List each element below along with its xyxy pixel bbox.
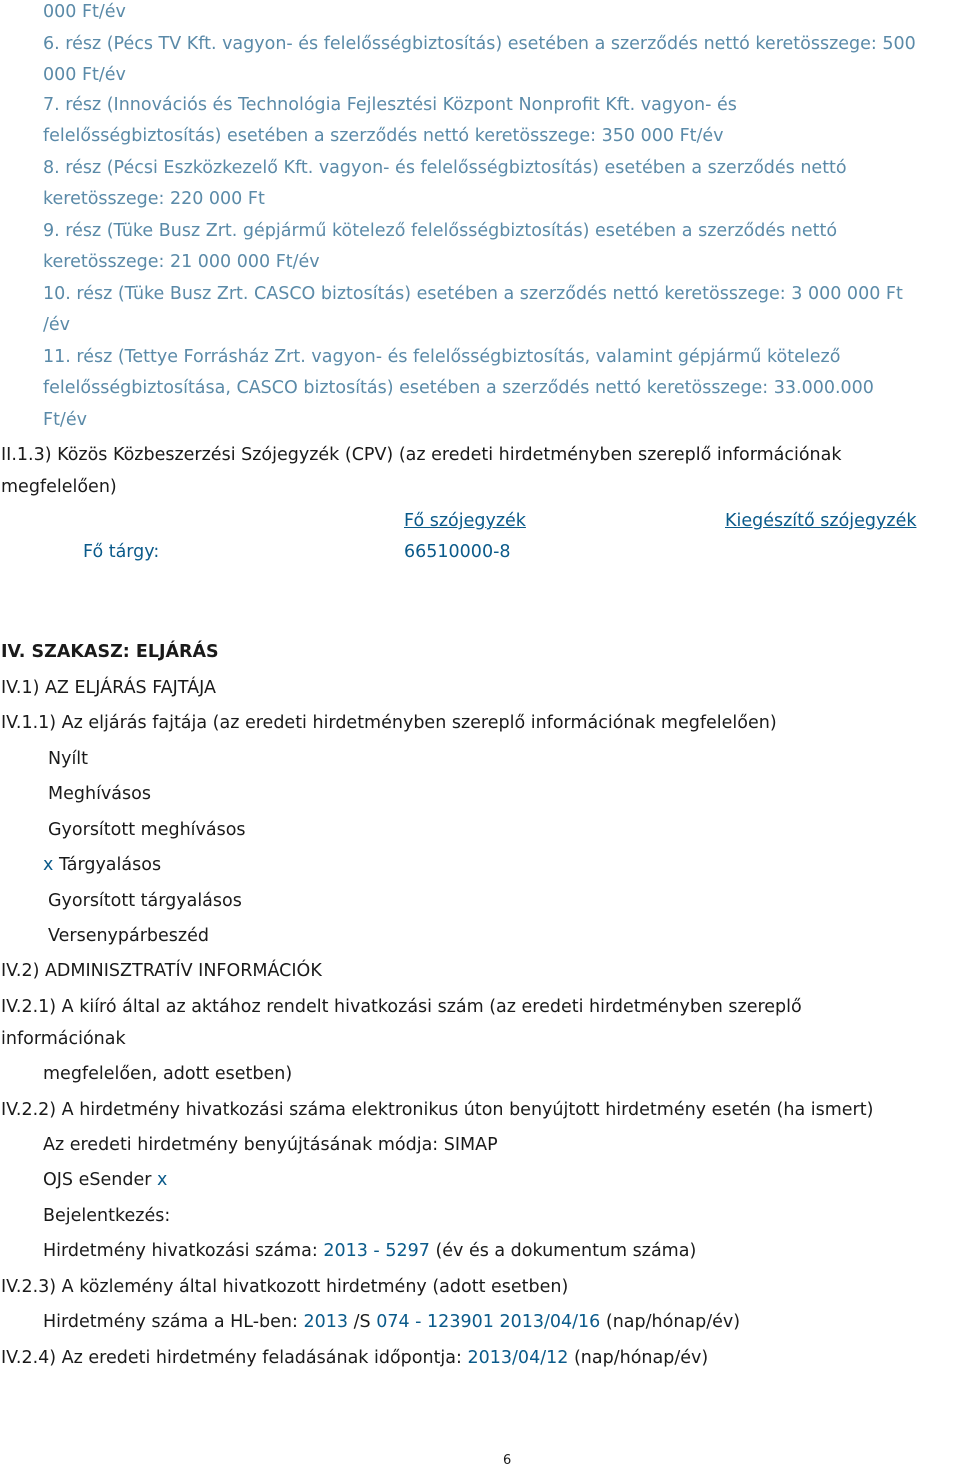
oj-suffix: (nap/hónap/év): [605, 1312, 741, 1332]
lot-line: 8. rész (Pécsi Eszközkezelő Kft. vagyon- és felelősségbiztosítás) esetében a szerződés nettó: [43, 158, 847, 178]
oj-year: 2013: [303, 1312, 349, 1332]
lot-line: 9. rész (Tüke Busz Zrt. gépjármű kötelező felelősségbiztosítás) esetében a szerződés nettó: [43, 221, 838, 241]
lot-line: 7. rész (Innovációs és Technológia Fejlesztési Központ Nonprofit Kft. vagyon- és: [43, 95, 737, 115]
oj-date: 2013/04/16: [499, 1312, 601, 1332]
iv2-heading: IV.2) ADMINISZTRATÍV INFORMÁCIÓK: [1, 961, 322, 981]
lot-line: 10. rész (Tüke Busz Zrt. CASCO biztosítás) esetében a szerződés nettó keretösszege: 3 000 000 Ft: [43, 284, 903, 304]
reference-number: 5297: [385, 1241, 430, 1261]
iv24-label: IV.2.4) Az eredeti hirdetmény feladásának időpontja:: [1, 1348, 462, 1368]
lot-line: keretösszege: 21 000 000 Ft/év: [43, 252, 320, 272]
submission-mode: Az eredeti hirdetmény benyújtásának módja: SIMAP: [43, 1135, 498, 1155]
ojs-label: OJS eSender: [43, 1170, 152, 1190]
lot-line: /év: [43, 315, 71, 335]
reference-suffix: (év és a dokumentum száma): [435, 1241, 697, 1261]
iv24-line: [1, 1346, 708, 1370]
cpv-heading-cont: megfelelően): [1, 477, 117, 497]
lot-line: Ft/év: [43, 410, 87, 430]
iv21-heading: IV.2.1) A kiíró által az aktához rendelt hivatkozási szám (az eredeti hirdetményben szereplő: [1, 997, 802, 1017]
lot-line: 000 Ft/év: [43, 65, 126, 85]
iv24-date: 2013/04/12: [467, 1348, 569, 1368]
procedure-option: Gyorsított meghívásos: [48, 820, 246, 840]
iv21-heading-cont2: megfelelően, adott esetben): [43, 1064, 293, 1084]
cpv-extra-vocab-header: Kiegészítő szójegyzék: [725, 511, 917, 531]
cpv-main-subject-label: Fő tárgy:: [83, 542, 160, 562]
iv24-suffix: (nap/hónap/év): [573, 1348, 709, 1368]
reference-number-line: [43, 1239, 696, 1263]
reference-separator: -: [367, 1241, 386, 1261]
reference-label: Hirdetmény hivatkozási száma:: [43, 1241, 318, 1261]
procedure-option: Meghívásos: [48, 784, 151, 804]
procedure-option: Nyílt: [48, 749, 89, 769]
lot-line: felelősségbiztosítás) esetében a szerződés nettó keretösszege: 350 000 Ft/év: [43, 126, 724, 146]
procedure-option: Versenypárbeszéd: [48, 926, 209, 946]
procedure-option: Gyorsított tárgyalásos: [48, 891, 242, 911]
iv11-heading: IV.1.1) Az eljárás fajtája (az eredeti hirdetményben szereplő információnak megfelelően): [1, 713, 777, 733]
cpv-heading: II.1.3) Közös Közbeszerzési Szójegyzék (CPV) (az eredeti hirdetményben szereplő információnak: [1, 445, 842, 465]
oj-number-line: [43, 1310, 740, 1334]
oj-label: Hirdetmény száma a HL-ben:: [43, 1312, 298, 1332]
page-number: 6: [503, 1453, 512, 1468]
login-label: Bejelentkezés:: [43, 1206, 171, 1226]
iv1-heading: IV.1) AZ ELJÁRÁS FAJTÁJA: [1, 678, 216, 698]
cpv-main-vocab-header: Fő szójegyzék: [404, 511, 526, 531]
section-title: IV. SZAKASZ: ELJÁRÁS: [1, 642, 219, 662]
lot-line: 000 Ft/év: [43, 2, 126, 22]
procedure-option-label: Tárgyalásos: [58, 855, 162, 875]
ojs-mark: x: [157, 1170, 168, 1190]
cpv-main-subject-code: 66510000-8: [404, 542, 511, 562]
selected-mark: x: [43, 855, 54, 875]
iv22-heading: IV.2.2) A hirdetmény hivatkozási száma elektronikus úton benyújtott hirdetmény esetén (ha ismert): [1, 1100, 874, 1120]
iv23-heading: IV.2.3) A közlemény által hivatkozott hirdetmény (adott esetben): [1, 1277, 569, 1297]
oj-series: /S: [353, 1312, 371, 1332]
lot-line: 6. rész (Pécs TV Kft. vagyon- és felelősségbiztosítás) esetében a szerződés nettó keretösszege: 500: [43, 34, 916, 54]
procedure-option-selected: [43, 853, 161, 877]
lot-line: keretösszege: 220 000 Ft: [43, 189, 265, 209]
lot-line: felelősségbiztosítása, CASCO biztosítás) esetében a szerződés nettó keretösszege: 33.000.000: [43, 378, 874, 398]
iv21-heading-cont: információnak: [1, 1029, 126, 1049]
reference-year: 2013: [323, 1241, 368, 1261]
oj-number: 074 - 123901: [376, 1312, 494, 1332]
lot-line: 11. rész (Tettye Forrásház Zrt. vagyon- és felelősségbiztosítás, valamint gépjármű kötelező: [43, 347, 841, 367]
ojs-esender: [43, 1168, 167, 1192]
